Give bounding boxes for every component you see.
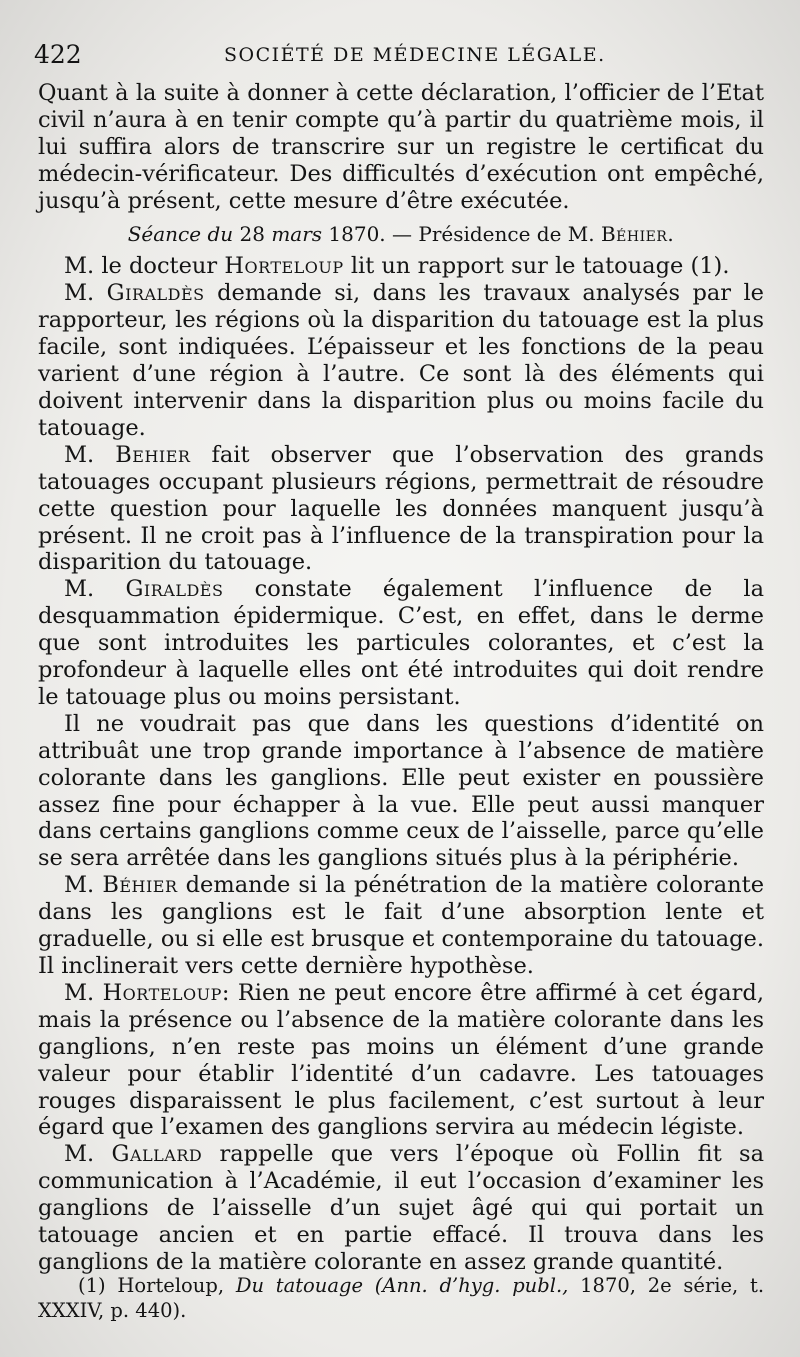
speaker-name: Giraldès: [125, 576, 224, 603]
speaker-name: Horteloup: [224, 253, 344, 280]
paragraph-horteloup-report: [38, 253, 764, 280]
speaker-prefix: M.: [64, 979, 95, 1006]
speaker-name: Behier: [115, 441, 191, 468]
footnote: [38, 1273, 764, 1323]
footnote-title: Du tatouage (Ann. d’hyg. publ.,: [235, 1274, 569, 1297]
footnote-rest: 1870, 2e série, t. XXXIV, p. 440).: [38, 1274, 765, 1322]
footnote-text: [38, 1273, 764, 1323]
footnote-lead: (1) Horteloup,: [78, 1274, 225, 1297]
body-text: [38, 80, 764, 1276]
session-label: Séance du: [127, 221, 234, 246]
session-year-president: 1870. — Présidence de M.: [328, 221, 595, 246]
speaker-prefix: M.: [64, 576, 95, 603]
speaker-name: Giraldès: [106, 280, 205, 307]
paragraph-text: constate également l’influence de la desquammation épidermique. C’est, en effet, dans le derme que sont introduites les particules colorantes, et c’est la profondeur à laquelle elles ont été introduites qui doit rendre le tatouage plus ou moins persistant.: [38, 576, 764, 710]
paragraph-identity-questions: Il ne voudrait pas que dans les questions d’identité on attribuât une trop grande importance à l’absence de matière colorante dans les ganglions. Elle peut exister en poussière assez fine pour échapper à la vue. Elle peut aussi manquer dans certains ganglions comme ceux de l’aisselle, parce qu’elle se sera arrêtée dans les ganglions situés plus à la périphérie.: [38, 710, 764, 872]
session-heading: [38, 221, 764, 248]
paragraph-behier-observation: [38, 442, 764, 577]
paragraph-text: lit un rapport sur le tatouage (1).: [350, 253, 730, 280]
session-day: 28: [239, 221, 265, 246]
session-president-name: Béhier.: [600, 221, 675, 246]
paragraph-behier-penetration: [38, 872, 764, 980]
speaker-prefix: M.: [64, 441, 95, 468]
speaker-name: Horteloup: [102, 979, 222, 1006]
page-header: [34, 38, 764, 72]
speaker-prefix: M.: [64, 1141, 95, 1168]
paragraph-text: : Rien ne peut encore être affirmé à cet égard, mais la présence ou l’absence de la matière colorante dans les ganglions, n’en reste pas moins un élément d’une grande valeur pour établir l’identité d’un cadavre. Les tatouages rouges disparaissent le plus facilement, c’est surtout à leur égard que l’examen des ganglions servira au médecin légiste.: [38, 979, 764, 1141]
session-month: mars: [271, 221, 323, 246]
paragraph-gallard-recall: [38, 1141, 764, 1276]
paragraph-horteloup-reply: [38, 980, 764, 1141]
paragraph-text: demande si, dans les travaux analysés par le rapporteur, les régions où la disparition du tatouage est la plus facile, sont indiquées. L’épaisseur et les fonctions de la peau varient d’une région à l’autre. Ce sont là des éléments qui doivent intervenir dans la disparition plus ou moins facile du tatouage.: [38, 280, 764, 441]
speaker-prefix: M. le docteur: [64, 253, 218, 280]
speaker-name: Béhier: [102, 872, 178, 899]
page-number: 422: [34, 40, 82, 69]
speaker-prefix: M.: [64, 280, 95, 307]
paragraph-text: rappelle que vers l’époque où Follin fit sa communication à l’Académie, il eut l’occasion d’examiner les ganglions de l’aisselle d’un sujet âgé qui qui portait un tatouage ancien et en partie effacé. Il trouva dans les ganglions de la matière colorante en assez grande quantité.: [38, 1141, 764, 1275]
paragraph-text: fait observer que l’observation des grands tatouages occupant plusieurs régions, permettrait de résoudre cette question pour laquelle les données manquent jusqu’à présent. Il ne croit pas à l’influence de la transpiration pour la disparition du tatouage.: [38, 441, 764, 576]
paragraph-giraldes-question: [38, 280, 764, 441]
paragraph-text: demande si la pénétration de la matière colorante dans les ganglions est le fait d’une absorption lente et graduelle, ou si elle est brusque et contemporaine du tatouage. Il inclinerait vers cette dernière hypothèse.: [38, 872, 765, 979]
speaker-name: Gallard: [111, 1141, 203, 1168]
paragraph-declaration: Quant à la suite à donner à cette déclaration, l’officier de l’Etat civil n’aura à en tenir compte qu’à partir du quatrième mois, il lui suffira alors de transcrire sur un registre le certificat du médecin-vérificateur. Des difficultés d’exécution ont empêché, jusqu’à présent, cette mesure d’être exécutée.: [38, 80, 764, 214]
paragraph-giraldes-desquamation: [38, 576, 764, 711]
running-title: SOCIÉTÉ DE MÉDECINE LÉGALE.: [224, 44, 606, 66]
speaker-prefix: M.: [64, 872, 95, 899]
